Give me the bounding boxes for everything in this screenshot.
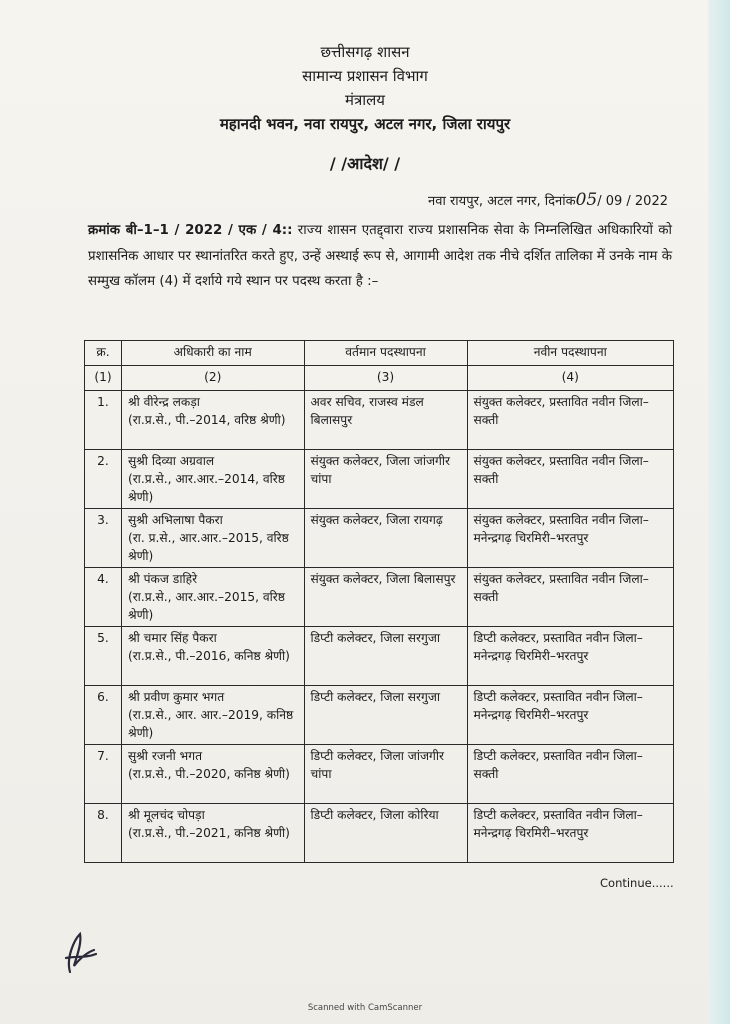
officer-detail: (रा.प्र.से., पी.–2016, कनिष्ठ श्रेणी) (127, 649, 290, 663)
col-number-3: (3) (304, 366, 467, 391)
officer-cell (121, 627, 304, 686)
table-row (85, 804, 674, 863)
officer-name: श्री चमार सिंह पैकरा (127, 631, 217, 645)
transfer-table (84, 340, 674, 863)
signature-mark (60, 928, 100, 976)
current-posting: डिप्टी कलेक्टर, जिला कोरिया (304, 804, 467, 863)
dateline (428, 190, 668, 210)
officer-name: सुश्री रजनी भगत (127, 749, 203, 763)
table-row (85, 509, 674, 568)
officer-cell (121, 686, 304, 745)
officer-cell (121, 745, 304, 804)
current-posting: संयुक्त कलेक्टर, जिला जांजगीर चांपा (304, 450, 467, 509)
ministry-name: मंत्रालय (344, 91, 385, 109)
officer-name: श्री मूलचंद चोपड़ा (127, 808, 205, 822)
officer-detail: (रा.प्र.से., पी.–2014, वरिष्ठ श्रेणी) (127, 413, 286, 427)
current-posting: डिप्टी कलेक्टर, जिला जांजगीर चांपा (304, 745, 467, 804)
officer-cell (121, 509, 304, 568)
order-title: / /आदेश/ / (329, 154, 401, 173)
col-number-1: (1) (85, 366, 122, 391)
table-colnum-row (85, 366, 674, 391)
officer-detail: (रा. प्र.से., आर.आर.–2015, वरिष्ठ श्रेणी) (127, 531, 289, 563)
new-posting: संयुक्त कलेक्टर, प्रस्तावित नवीन जिला–सक्ती (467, 450, 674, 509)
col-header-sn: क्र. (85, 341, 122, 366)
officer-cell (121, 450, 304, 509)
officer-cell (121, 568, 304, 627)
table-row (85, 450, 674, 509)
table-row (85, 686, 674, 745)
officer-detail: (रा.प्र.से., आर.आर.–2014, वरिष्ठ श्रेणी) (127, 472, 285, 504)
officer-name: सुश्री दिव्या अग्रवाल (127, 454, 215, 468)
date-place: नवा रायपुर, अटल नगर, दिनांक (428, 194, 576, 209)
officer-detail: (रा.प्र.से., पी.–2020, कनिष्ठ श्रेणी) (127, 767, 290, 781)
current-posting: डिप्टी कलेक्टर, जिला सरगुजा (304, 627, 467, 686)
new-posting: डिप्टी कलेक्टर, प्रस्तावित नवीन जिला–मनेन्द्रगढ़ चिरमिरी–भरतपुर (467, 627, 674, 686)
new-posting: डिप्टी कलेक्टर, प्रस्तावित नवीन जिला–सक्ती (467, 745, 674, 804)
officer-name: सुश्री अभिलाषा पैकरा (127, 513, 223, 527)
officer-cell (121, 804, 304, 863)
table-row (85, 745, 674, 804)
col-header-new: नवीन पदस्थापना (467, 341, 674, 366)
row-sn: 6. (85, 686, 122, 745)
new-posting: डिप्टी कलेक्टर, प्रस्तावित नवीन जिला–मनेन्द्रगढ़ चिरमिरी–भरतपुर (467, 804, 674, 863)
table-header-row (85, 341, 674, 366)
letterhead (0, 40, 730, 136)
current-posting: संयुक्त कलेक्टर, जिला रायगढ़ (304, 509, 467, 568)
new-posting: संयुक्त कलेक्टर, प्रस्तावित नवीन जिला–सक्ती (467, 391, 674, 450)
new-posting: डिप्टी कलेक्टर, प्रस्तावित नवीन जिला–मनेन्द्रगढ़ चिरमिरी–भरतपुर (467, 686, 674, 745)
new-posting: संयुक्त कलेक्टर, प्रस्तावित नवीन जिला–मनेन्द्रगढ़ चिरमिरी–भरतपुर (467, 509, 674, 568)
officer-name: श्री वीरेन्द्र लकड़ा (127, 395, 200, 409)
current-posting: अवर सचिव, राजस्व मंडल बिलासपुर (304, 391, 467, 450)
col-header-current: वर्तमान पदस्थापना (304, 341, 467, 366)
office-address: महानदी भवन, नवा रायपुर, अटल नगर, जिला रायपुर (219, 115, 511, 133)
row-sn: 7. (85, 745, 122, 804)
officer-detail: (रा.प्र.से., आर.आर.–2015, वरिष्ठ श्रेणी) (127, 590, 285, 622)
date-day-handwritten: 05 (575, 190, 598, 210)
date-rest: / 09 / 2022 (597, 194, 668, 209)
officer-detail: (रा.प्र.से., पी.–2021, कनिष्ठ श्रेणी) (127, 826, 290, 840)
row-sn: 3. (85, 509, 122, 568)
col-number-2: (2) (121, 366, 304, 391)
col-header-name: अधिकारी का नाम (121, 341, 304, 366)
department-name: सामान्य प्रशासन विभाग (302, 67, 428, 85)
row-sn: 8. (85, 804, 122, 863)
new-posting: संयुक्त कलेक्टर, प्रस्तावित नवीन जिला–सक्ती (467, 568, 674, 627)
officer-cell (121, 391, 304, 450)
table-row (85, 627, 674, 686)
order-paragraph (88, 218, 672, 295)
order-text: राज्य शासन एतद्द्वारा राज्य प्रशासनिक सेवा के निम्नलिखित अधिकारियों को प्रशासनिक आधार पर स्थानांतरित करते हुए, उन्हें अस्थाई रूप से, आगामी आदेश तक नीचे दर्शित तालिका में उनके नाम के सम्मुख कॉलम (4) में दर्शाये गये स्थान पर पदस्थ करता है :– (88, 223, 673, 289)
continue-note: Continue...... (600, 876, 674, 890)
officer-name: श्री पंकज डाहिरे (127, 572, 198, 586)
col-number-4: (4) (467, 366, 674, 391)
row-sn: 4. (85, 568, 122, 627)
government-name: छत्तीसगढ़ शासन (320, 43, 410, 61)
order-reference: क्रमांक बी–1–1 / 2022 / एक / 4:: (88, 223, 293, 238)
row-sn: 2. (85, 450, 122, 509)
officer-detail: (रा.प्र.से., आर. आर.–2019, कनिष्ठ श्रेणी) (127, 708, 294, 740)
scanner-footer: Scanned with CamScanner (307, 1003, 423, 1013)
current-posting: डिप्टी कलेक्टर, जिला सरगुजा (304, 686, 467, 745)
table-row (85, 391, 674, 450)
table-row (85, 568, 674, 627)
row-sn: 1. (85, 391, 122, 450)
row-sn: 5. (85, 627, 122, 686)
current-posting: संयुक्त कलेक्टर, जिला बिलासपुर (304, 568, 467, 627)
officer-name: श्री प्रवीण कुमार भगत (127, 690, 225, 704)
